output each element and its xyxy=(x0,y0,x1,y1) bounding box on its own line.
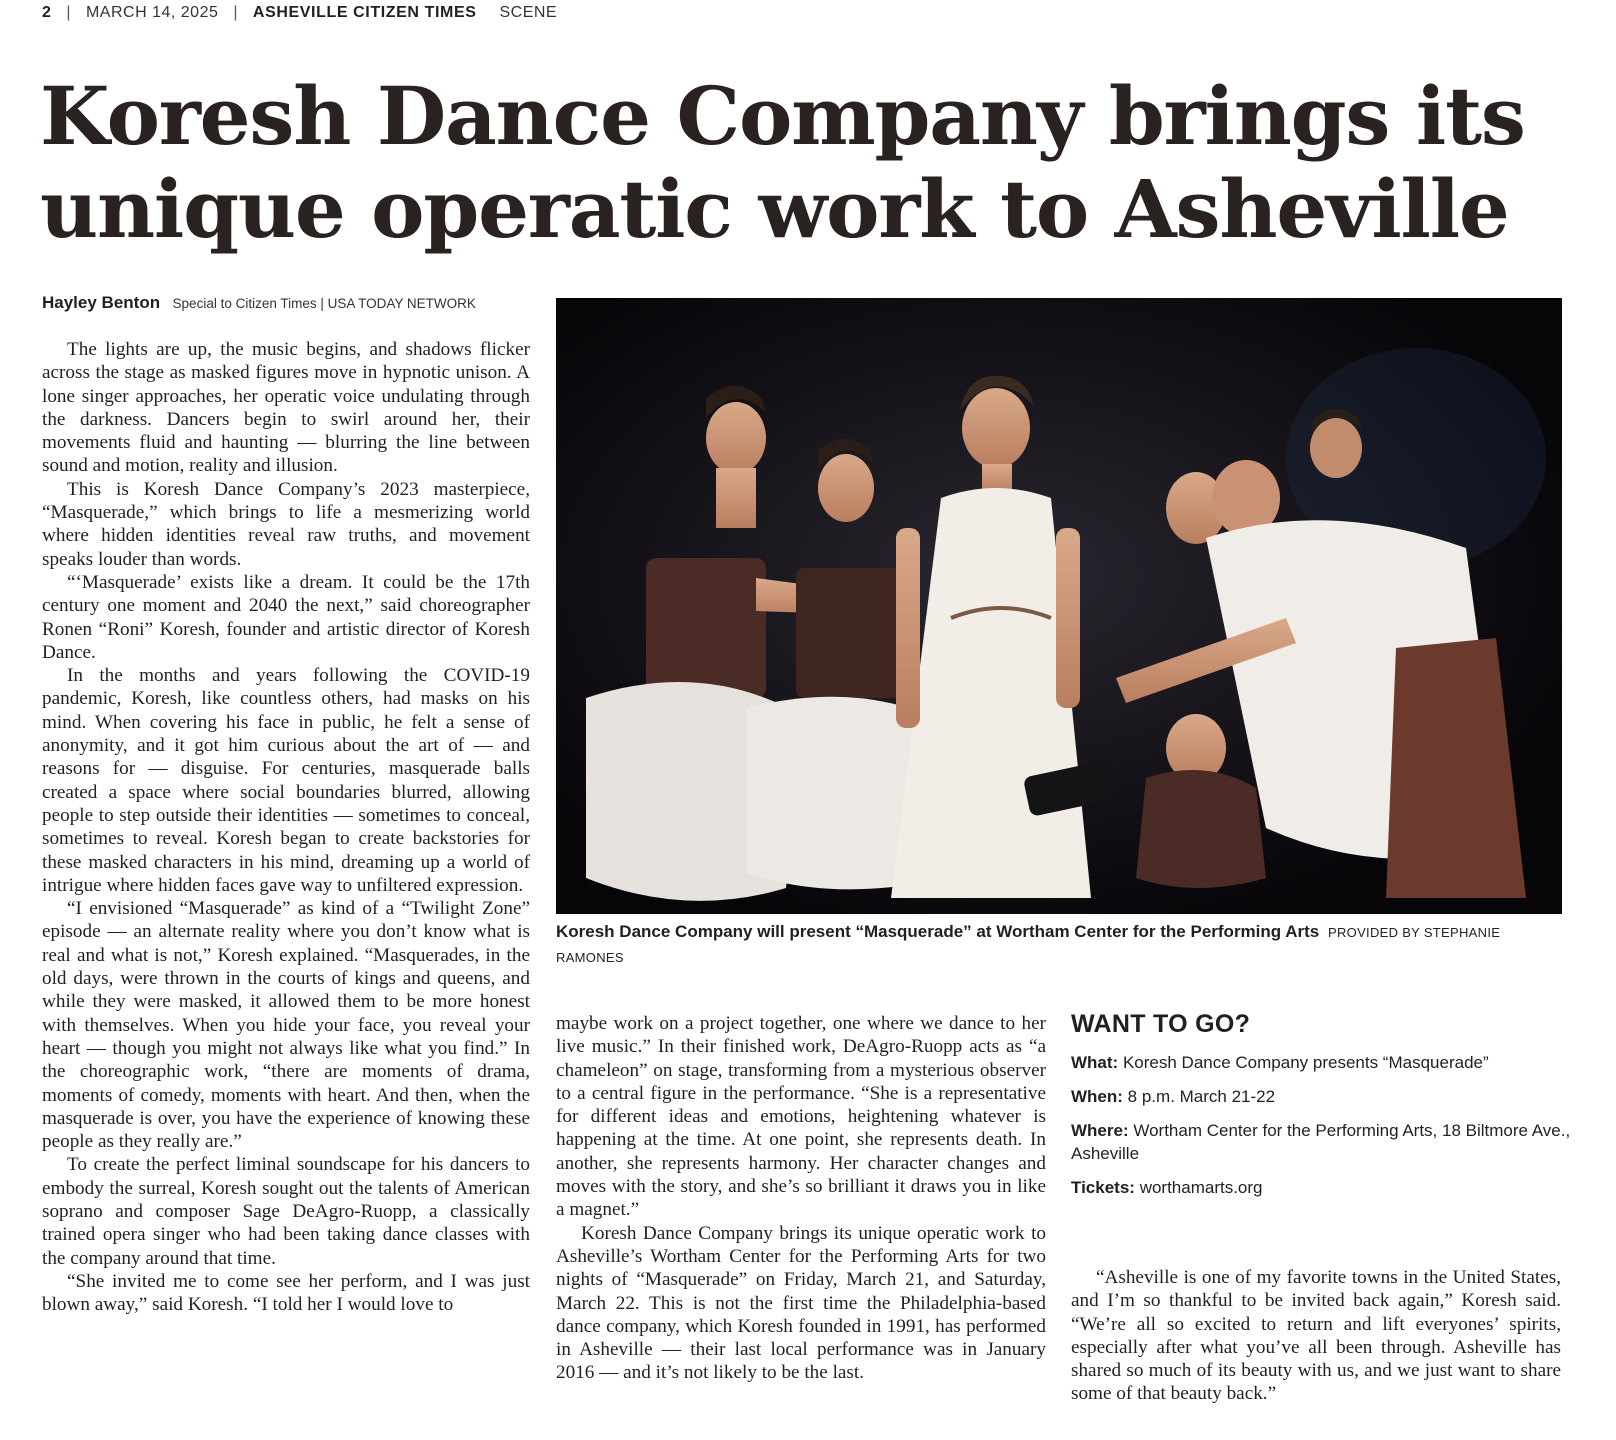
folio-separator: | xyxy=(233,4,238,21)
caption-text: Koresh Dance Company will present “Masquerade” at Wortham Center for the Performing Arts xyxy=(556,922,1320,941)
author-name: Hayley Benton xyxy=(42,293,161,312)
info-where xyxy=(1071,1119,1571,1165)
paragraph: maybe work on a project together, one where we dance to her live music.” In their finished work, DeAgro-Ruopp acts as “a chameleon” on stage, transforming from a mysterious observer to a central figure in the performance. “She is a representative for different ideas and emotions, heightening whatever is happening at the time. At one point, she represents death. In another, she represents harmony. Her character changes and moves with the story, and she’s so brilliant it draws you in like a magnet.” xyxy=(556,1013,1046,1221)
infobox-title: WANT TO GO? xyxy=(1071,1010,1251,1038)
article-column-3 xyxy=(1071,1266,1561,1406)
info-label: When: xyxy=(1071,1087,1123,1106)
paragraph: “I envisioned “Masquerade” as kind of a “Twilight Zone” episode — an alternate reality where you don’t know what is real and what is not,” Koresh explained. “Masquerades, in the old days, were thrown in the courts of kings and queens, and while they were masked, it allowed them to be more honest with themselves. When you hide your face, you reveal your heart — though you might not always like what you find.” In the choreographic work, “there are moments of drama, moments of comedy, moments with heart. And then, when the masquerade is over, you have the experience of knowing these people as they really are.” xyxy=(42,898,530,1153)
paragraph: To create the perfect liminal soundscape for his dancers to embody the surreal, Koresh sought out the talents of American soprano and composer Sage DeAgro-Ruopp, a classically trained opera singer who had been taking dance classes with the company around that time. xyxy=(42,1154,530,1269)
paragraph: In the months and years following the COVID-19 pandemic, Koresh, like countless others, had masks on his mind. When covering his face in public, he felt a sense of anonymity, and it got him curious about the art of — and reasons for — disguise. For centuries, masquerade balls created a space where social boundaries blurred, allowing people to step outside their identities — sometimes to conceal, sometimes to reveal. Koresh began to create backstories for these masked characters in his mind, dreaming up a world of intrigue where hidden faces gave way to unfiltered expression. xyxy=(42,665,530,896)
info-what xyxy=(1071,1051,1571,1074)
info-value: Koresh Dance Company presents “Masquerade” xyxy=(1122,1053,1489,1072)
issue-date: MARCH 14, 2025 xyxy=(85,4,219,21)
info-when xyxy=(1071,1085,1571,1108)
info-value: Wortham Center for the Performing Arts, 18 Biltmore Ave., Asheville xyxy=(1071,1121,1571,1163)
photo-credit: PROVIDED BY STEPHANIE RAMONES xyxy=(556,925,1501,965)
paragraph: This is Koresh Dance Company’s 2023 masterpiece, “Masquerade,” which brings to life a mesmerizing world where hidden identities reveal raw truths, and movement speaks louder than words. xyxy=(42,478,530,570)
article-headline: Koresh Dance Company brings its unique operatic work to Asheville xyxy=(40,69,1525,256)
tickets-link[interactable]: worthamarts.org xyxy=(1139,1178,1263,1197)
paragraph: “Asheville is one of my favorite towns in the United States, and I’m so thankful to be invited back again,” Koresh said. “We’re all so excited to return and lift everyones’ spirits, especially after what you’ve all been through. Asheville has shared so much of its beauty with us, and we just want to share some of that beauty back.” xyxy=(1071,1267,1561,1405)
byline xyxy=(42,293,476,313)
folio-separator: | xyxy=(66,4,72,21)
page-folio xyxy=(42,4,557,22)
want-to-go-box xyxy=(1071,1010,1571,1210)
author-affiliation: Special to Citizen Times | USA TODAY NETWORK xyxy=(172,296,476,311)
newspaper-name: ASHEVILLE CITIZEN TIMES xyxy=(252,4,477,21)
dance-performance-photo xyxy=(556,298,1562,914)
article-column-1 xyxy=(42,338,530,1316)
article-column-2 xyxy=(556,1012,1046,1385)
section-name: SCENE xyxy=(499,4,558,21)
photo-illustration xyxy=(556,298,1562,914)
paragraph: The lights are up, the music begins, and shadows flicker across the stage as masked figures move in hypnotic unison. A lone singer approaches, her operatic voice undulating through the darkness. Dancers begin to swirl around her, their movements fluid and haunting — blurring the line between sound and motion, reality and illusion. xyxy=(42,339,530,477)
page-number: 2 xyxy=(42,4,52,21)
paragraph: Koresh Dance Company brings its unique operatic work to Asheville’s Wortham Center for the Performing Arts for two nights of “Masquerade” on Friday, March 21, and Saturday, March 22. This is not the first time the Philadelphia-based dance company, which Koresh founded in 1991, has performed in Asheville — their last local performance was in January 2016 — and it’s not likely to be the last. xyxy=(556,1222,1046,1384)
paragraph: “She invited me to come see her perform, and I was just blown away,” said Koresh. “I told her I would love to xyxy=(42,1270,530,1316)
info-label: What: xyxy=(1071,1053,1119,1072)
info-tickets xyxy=(1071,1176,1571,1199)
paragraph: “‘Masquerade’ exists like a dream. It could be the 17th century one moment and 2040 the next,” said choreographer Ronen “Roni” Koresh, founder and artistic director of Koresh Dance. xyxy=(42,571,530,663)
info-label: Tickets: xyxy=(1071,1178,1135,1197)
info-label: Where: xyxy=(1071,1121,1129,1140)
info-value: 8 p.m. March 21-22 xyxy=(1127,1087,1276,1106)
photo-caption xyxy=(556,920,1566,970)
